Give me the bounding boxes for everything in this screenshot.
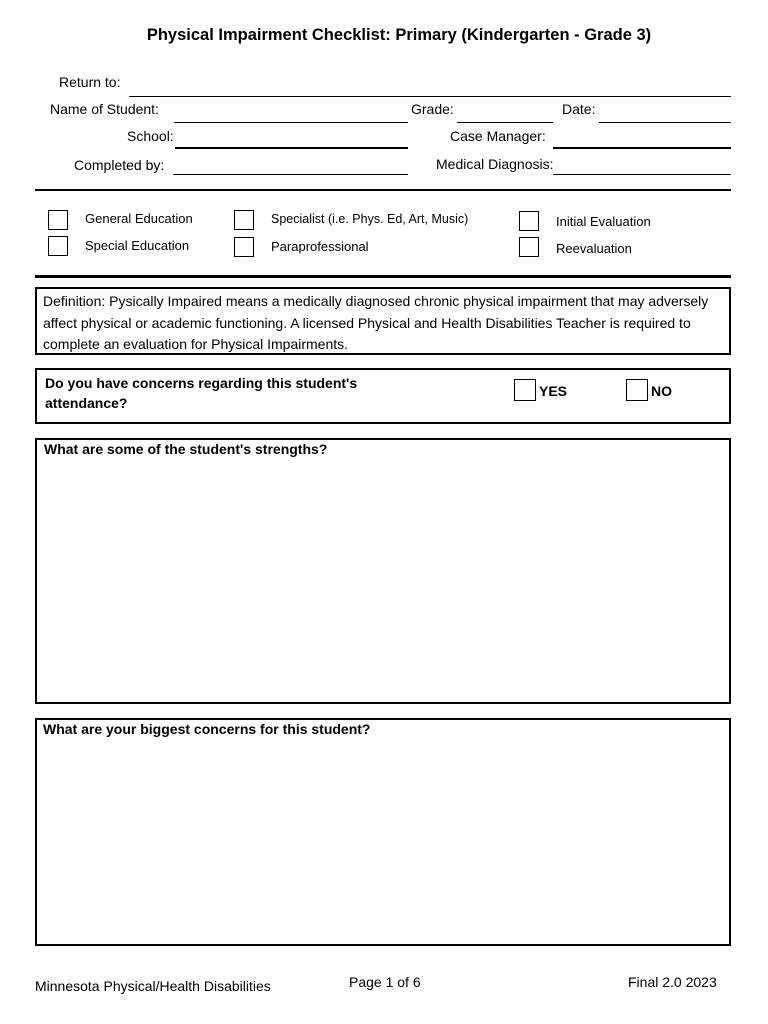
medical-diagnosis-field[interactable] <box>553 174 731 175</box>
date-label: Date: <box>562 101 596 117</box>
special-education-label: Special Education <box>85 238 190 253</box>
case-manager-field[interactable] <box>553 147 731 149</box>
concerns-question: What are your biggest concerns for this student? <box>43 721 371 737</box>
student-name-label: Name of Student: <box>50 101 159 117</box>
special-education-checkbox[interactable] <box>48 236 68 256</box>
footer-organization: Minnesota Physical/Health Disabilities <box>35 978 271 994</box>
attendance-yes-checkbox[interactable] <box>514 379 536 401</box>
general-education-checkbox[interactable] <box>48 210 68 230</box>
reevaluation-label: Reevaluation <box>556 241 632 256</box>
definition-text: Definition: Pysically Impaired means a medically diagnosed chronic physical impairment that may adversely affect physical or academic functioning. A licensed Physical and Health Disabilities Teacher is required to complete an evaluation for Physical Impairments. <box>43 293 709 352</box>
case-manager-label: Case Manager: <box>450 128 546 144</box>
medical-diagnosis-label: Medical Diagnosis: <box>436 156 554 172</box>
grade-label: Grade: <box>411 101 454 117</box>
section-divider <box>35 189 731 191</box>
definition-box <box>35 287 731 355</box>
attendance-no-checkbox[interactable] <box>626 379 648 401</box>
student-name-field[interactable] <box>174 122 408 123</box>
completed-by-label: Completed by: <box>74 157 165 173</box>
school-field[interactable] <box>175 147 408 149</box>
general-education-label: General Education <box>85 211 193 226</box>
completed-by-field[interactable] <box>173 174 408 175</box>
section-divider <box>35 275 731 278</box>
paraprofessional-checkbox[interactable] <box>234 237 254 257</box>
attendance-question: Do you have concerns regarding this student's attendance? <box>45 375 358 411</box>
footer-page-number: Page 1 of 6 <box>349 974 421 990</box>
school-label: School: <box>127 128 174 144</box>
specialist-label: Specialist (i.e. Phys. Ed, Art, Music) <box>271 212 469 226</box>
footer-version: Final 2.0 2023 <box>628 974 717 990</box>
concerns-box[interactable] <box>35 718 731 946</box>
return-to-field[interactable] <box>129 96 731 97</box>
initial-evaluation-checkbox[interactable] <box>519 211 539 231</box>
attendance-box <box>35 368 731 424</box>
grade-field[interactable] <box>457 122 553 123</box>
attendance-yes-label: YES <box>539 383 568 399</box>
date-field[interactable] <box>599 122 731 123</box>
paraprofessional-label: Paraprofessional <box>271 239 369 254</box>
specialist-checkbox[interactable] <box>234 210 254 230</box>
attendance-no-label: NO <box>651 383 672 399</box>
page-title: Physical Impairment Checklist: Primary (Kindergarten - Grade 3) <box>146 26 652 44</box>
return-to-label: Return to: <box>59 74 121 90</box>
initial-evaluation-label: Initial Evaluation <box>556 214 651 229</box>
reevaluation-checkbox[interactable] <box>519 237 539 257</box>
strengths-question: What are some of the student's strengths? <box>44 441 328 457</box>
strengths-box[interactable] <box>35 438 731 704</box>
